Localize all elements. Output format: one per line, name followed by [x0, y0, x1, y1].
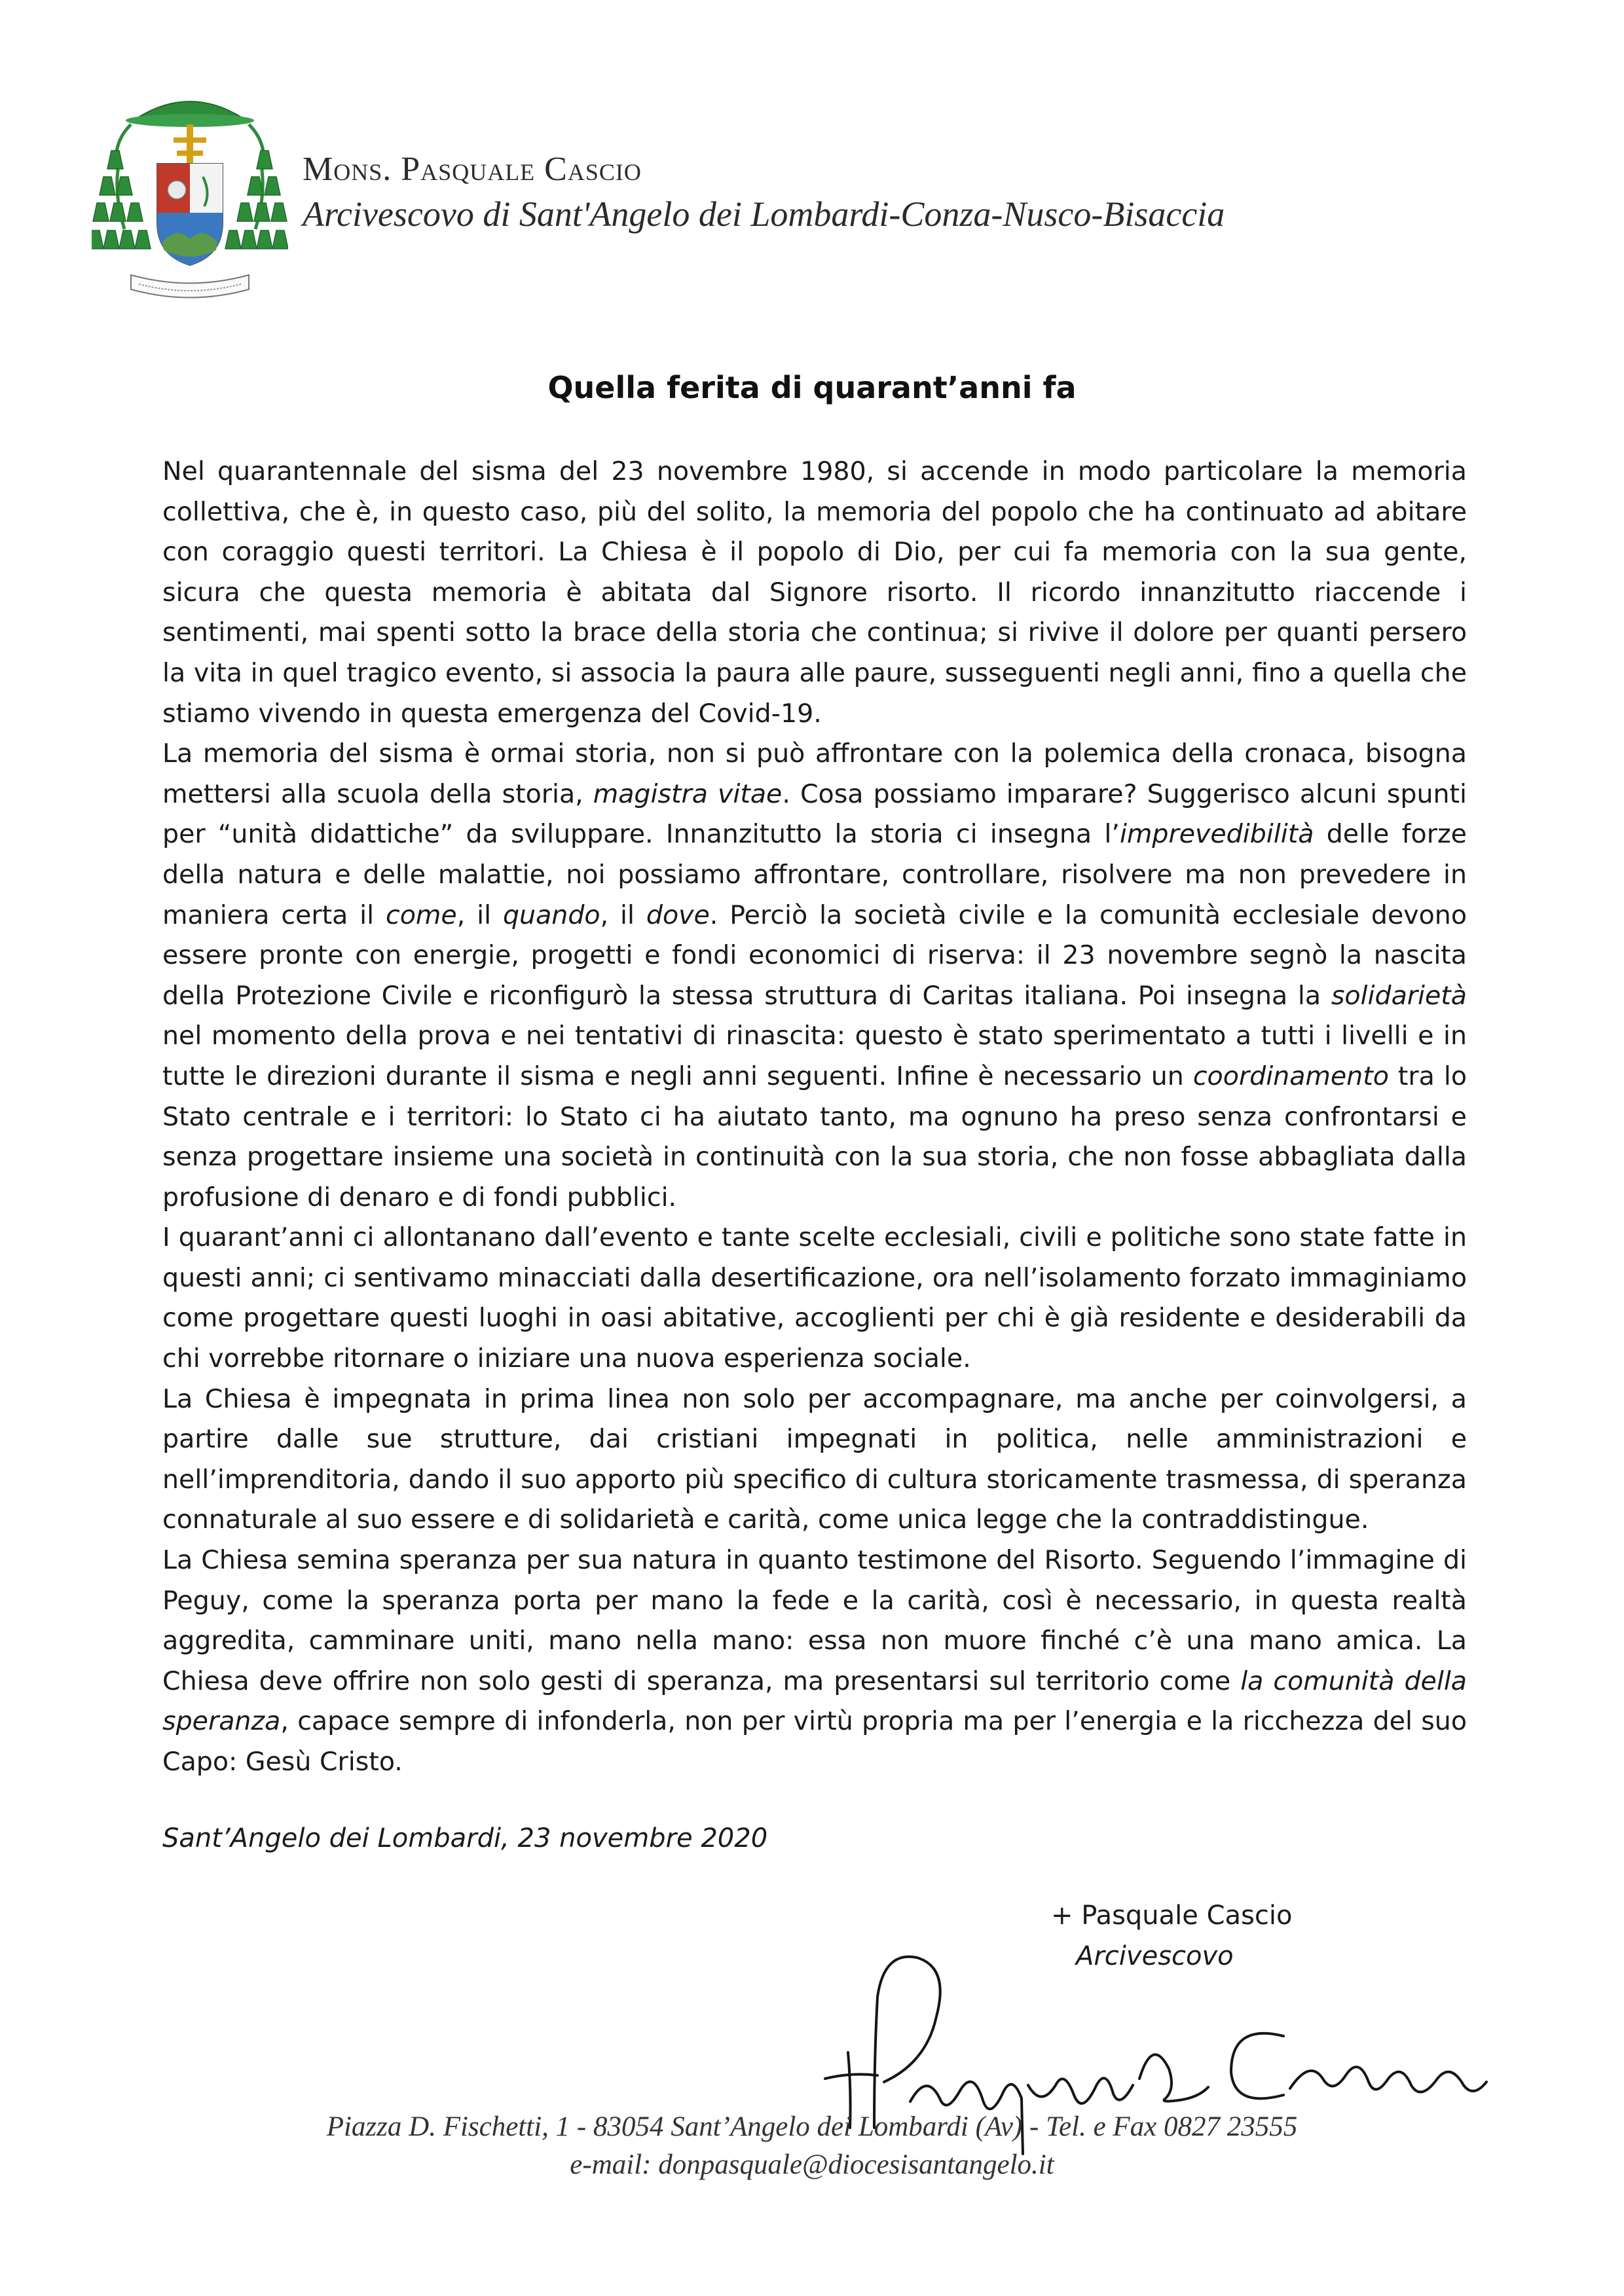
- letterhead: [303, 149, 1225, 237]
- footer-email: e-mail: donpasquale@diocesisantangelo.it: [570, 2149, 1054, 2180]
- place-date: Sant’Angelo dei Lombardi, 23 novembre 2020: [162, 1823, 768, 1853]
- sender-name: Mons. Pasquale Cascio: [303, 151, 642, 188]
- paragraph-5: La Chiesa semina speranza per sua natura in quanto testimone del Risorto. Seguendo l’immagine di Peguy, come la speranza porta per mano la fede e la carità, così è necessario, in questa realtà aggredita, camminare uniti, mano nella mano: essa non muore finché c’è una mano amica. La Chiesa deve offrire non solo gesti di speranza, ma presentarsi sul territorio come la comunità della speranza, capace sempre di infonderla, non per virtù propria ma per l’energia e la ricchezza del suo Capo: Gesù Cristo.: [162, 1545, 1467, 1777]
- paragraph-4: La Chiesa è impegnata in prima linea non solo per accompagnare, ma anche per coinvolgersi, a partire dalle sue strutture, dai cristiani impegnati in politica, nelle amministrazioni e nell’imprenditoria, dando il suo apporto più specifico di cultura storicamente trasmessa, di speranza connaturale al suo essere e di solidarietà e carità, come unica legge che la contraddistingue.: [162, 1383, 1467, 1535]
- document-title: Quella ferita di quarant’anni fa: [547, 370, 1077, 405]
- footer-address: Piazza D. Fischetti, 1 - 83054 Sant’Angelo dei Lombardi (Av) - Tel. e Fax 0827 23555: [326, 2111, 1298, 2142]
- signer-role: Arcivescovo: [1076, 1941, 1234, 1971]
- signer-name: + Pasquale Cascio: [1051, 1901, 1293, 1931]
- sender-title: Arcivescovo di Sant'Angelo dei Lombardi-Conza-Nusco-Bisaccia: [303, 194, 1225, 234]
- paragraph-1: Nel quarantennale del sisma del 23 novembre 1980, si accende in modo particolare la memoria collettiva, che è, in questo caso, più del solito, la memoria del popolo che ha continuato ad abitare con coraggio questi territori. La Chiesa è il popolo di Dio, per cui fa memoria con la sua gente, sicura che questa memoria è abitata dal Signore risorto. Il ricordo innanzitutto riaccende i sentimenti, mai spenti sotto la brace della storia che continua; si rivive il dolore per quanti persero la vita in quel tragico evento, si associa la paura alle paure, susseguenti negli anni, fino a quella che stiamo vivendo in questa emergenza del Covid-19.: [162, 456, 1467, 729]
- paragraph-3: I quarant’anni ci allontanano dall’evento e tante scelte ecclesiali, civili e politiche sono state fatte in questi anni; ci sentivamo minacciati dalla desertificazione, ora nell’isolamento forzato immaginiamo come progettare questi luoghi in oasi abitative, accoglienti per chi è già residente e desiderabili da chi vorrebbe ritornare o iniziare una nuova esperienza sociale.: [162, 1222, 1467, 1374]
- paragraph-2: La memoria del sisma è ormai storia, non si può affrontare con la polemica della cronaca, bisogna mettersi alla scuola della storia, magistra vitae. Cosa possiamo imparare? Suggerisco alcuni spunti per “unità didattiche” da sviluppare. Innanzitutto la storia ci insegna l’imprevedibilità delle forze della natura e delle malattie, noi possiamo affrontare, controllare, risolvere ma non prevedere in maniera certa il come, il quando, il dove. Perciò la società civile e la comunità ecclesiale devono essere pronte con energie, progetti e fondi economici di riserva: il 23 novembre segnò la nascita della Protezione Civile e riconfigurò la stessa struttura di Caritas italiana. Poi insegna la solidarietà nel momento della prova e nei tentativi di rinascita: questo è stato sperimentato a tutti i livelli e in tutte le direzioni durante il sisma e negli anni seguenti. Infine è necessario un coordinamento tra lo Stato centrale e i territori: lo Stato ci ha aiutato tanto, ma ognuno ha preso senza confrontarsi e senza progettare insieme una società in continuità con la sua storia, che non fosse abbagliata dalla profusione di denaro e di fondi pubblici.: [162, 738, 1467, 1212]
- footer: [0, 2108, 1624, 2184]
- letter-body: [162, 452, 1467, 1783]
- coat-of-arms-logo: [92, 79, 288, 321]
